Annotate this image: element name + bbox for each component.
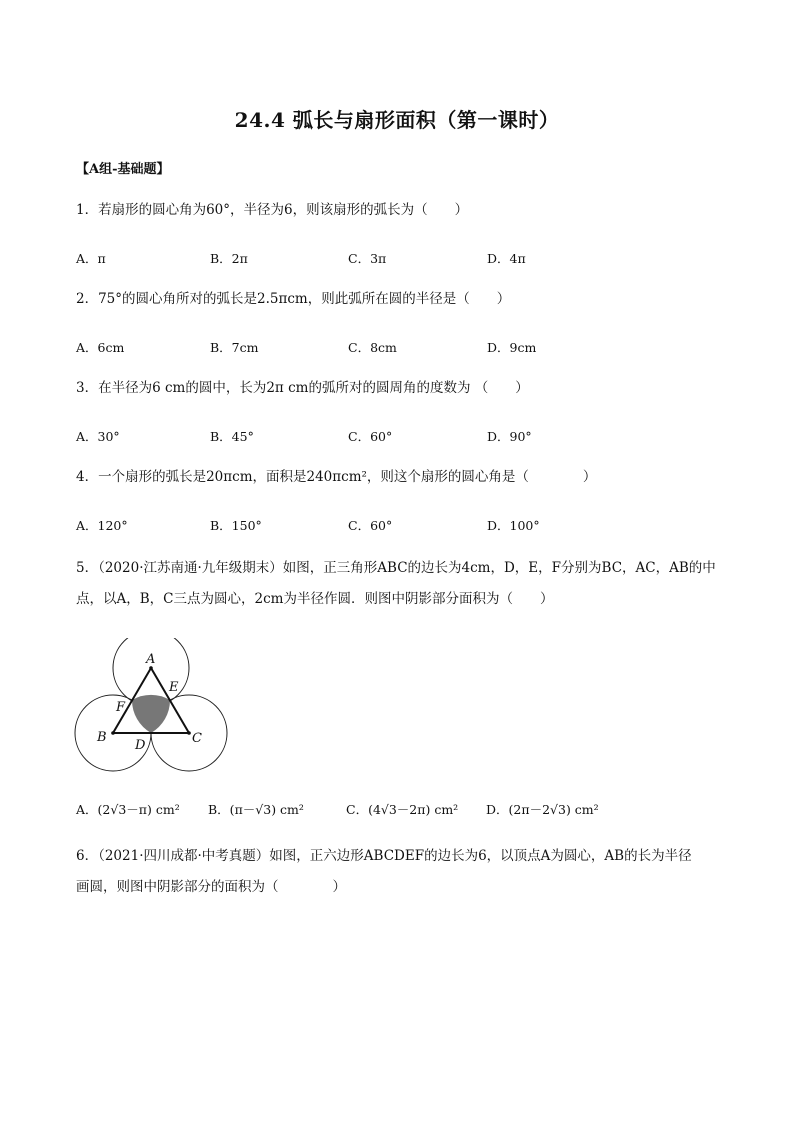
question-2: 2．75°的圆心角所对的弧长是2.5πcm，则此弧所在圆的半径是（ ） (76, 291, 511, 307)
question-5-line-2: 点，以A，B，C三点为圆心，2cm为半径作圆．则图中阴影部分面积为（ ） (76, 591, 554, 607)
label-e: E (169, 680, 179, 695)
option-a: A．(2√3－π) cm² (76, 802, 180, 817)
question-1: 1．若扇形的圆心角为60°，半径为6，则该扇形的弧长为（ ） (76, 202, 469, 218)
option-b: B．150° (210, 518, 262, 533)
section-heading: 【A组-基础题】 (76, 162, 170, 177)
option-a: A．π (76, 251, 106, 266)
option-a: A．6cm (76, 340, 125, 355)
option-c: C．3π (348, 251, 387, 266)
question-4: 4．一个扇形的弧长是20πcm，面积是240πcm²，则这个扇形的圆心角是（ ） (76, 469, 597, 485)
label-f: F (116, 700, 126, 715)
option-d: D．(2π－2√3) cm² (486, 802, 599, 817)
option-a: A．30° (76, 429, 120, 444)
question-3: 3．在半径为6 cm的圆中，长为2π cm的弧所对的圆周角的度数为 （ ） (76, 380, 529, 396)
option-c: C．(4√3－2π) cm² (346, 802, 459, 817)
option-a: A．120° (76, 518, 128, 533)
option-b: B．2π (210, 251, 248, 266)
question-5-line-1: 5．（2020·江苏南通·九年级期末）如图，正三角形ABC的边长为4cm，D，E，F分别为BC，AC，AB的中 (76, 560, 716, 576)
label-d: D (135, 738, 146, 753)
question-6-line-2: 画圆，则图中阴影部分的面积为（ ） (76, 879, 346, 895)
question-6-line-1: 6．（2021·四川成都·中考真题）如图，正六边形ABCDEF的边长为6，以顶点A为圆心，AB的长为半径 (76, 848, 692, 864)
option-d: D．9cm (487, 340, 537, 355)
point-c (187, 731, 191, 735)
three-circles-triangle-figure (68, 638, 248, 778)
shaded-region (132, 695, 170, 733)
option-b: B．7cm (210, 340, 259, 355)
option-b: B．45° (210, 429, 254, 444)
option-c: C．8cm (348, 340, 397, 355)
option-b: B．(π－√3) cm² (208, 802, 304, 817)
page-title: 24.4 弧长与扇形面积（第一课时） (234, 108, 560, 132)
label-c: C (192, 731, 202, 746)
point-b (111, 731, 115, 735)
label-a: A (146, 652, 156, 667)
option-d: D．100° (487, 518, 540, 533)
option-d: D．4π (487, 251, 526, 266)
option-d: D．90° (487, 429, 532, 444)
option-c: C．60° (348, 518, 393, 533)
option-c: C．60° (348, 429, 393, 444)
label-b: B (97, 730, 107, 745)
